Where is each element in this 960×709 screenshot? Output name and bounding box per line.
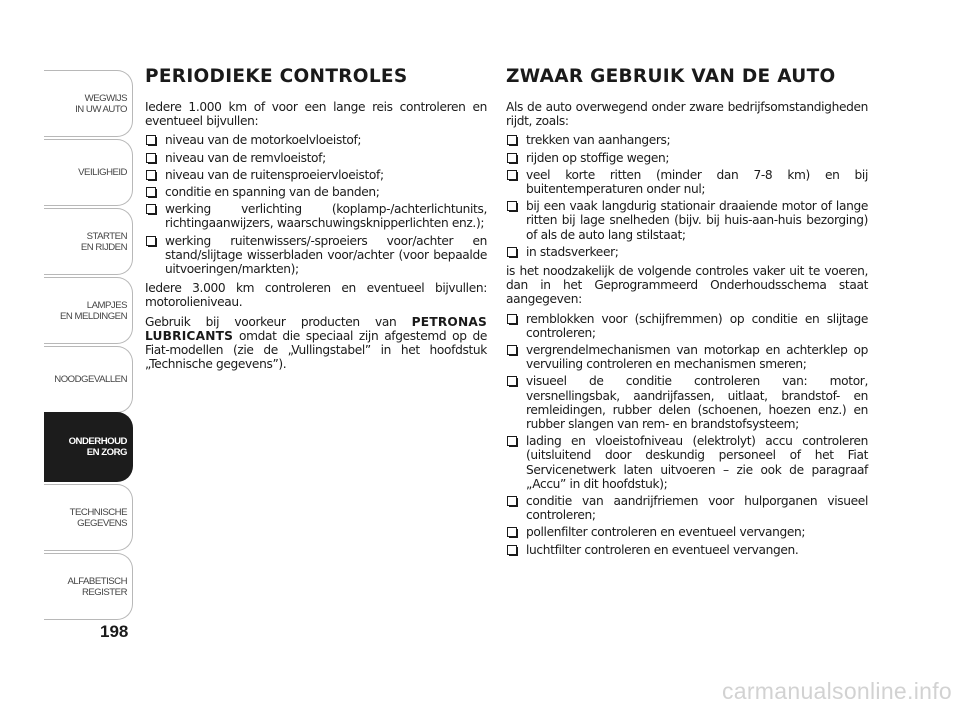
tab-noodgevallen[interactable]: [44, 346, 133, 413]
list-item: conditie van aandrijfriemen voor hulporganen visueel controleren;: [506, 494, 868, 522]
checkbox-bullet-icon: [507, 170, 517, 180]
list-item: pollenfilter controleren en eventueel vervangen;: [506, 525, 868, 539]
right-para-controls: is het noodzakelijk de volgende controles vaker uit te voeren, dan in het Geprogrammeerd Onderhoudsschema staat aangegeven:: [506, 264, 868, 307]
left-intro: Iedere 1.000 km of voor een lange reis controleren en eventueel bijvullen:: [145, 100, 487, 129]
tab-label: WEGWIJS IN UW AUTO: [75, 92, 127, 115]
tab-label: NOODGEVALLEN: [54, 374, 127, 385]
watermark: carmanualsonline.info: [721, 678, 952, 704]
checkbox-bullet-icon: [507, 527, 517, 537]
right-conditions-list: [506, 133, 868, 259]
left-checklist: [145, 133, 487, 276]
tab-alfabetisch[interactable]: [44, 553, 133, 620]
checkbox-bullet-icon: [146, 187, 156, 197]
left-para-3000km: Iedere 3.000 km controleren en eventueel bijvullen: motorolieniveau.: [145, 281, 487, 310]
left-column: [145, 66, 487, 376]
checkbox-bullet-icon: [146, 236, 156, 246]
tab-starten[interactable]: [44, 208, 133, 275]
tab-lampjes[interactable]: [44, 277, 133, 344]
tab-label: ALFABETISCH REGISTER: [67, 575, 127, 598]
list-item: lading en vloeistofniveau (elektrolyt) accu controleren (uitsluitend door deskundig personeel of het Fiat Servicenetwerk laten uitvoeren – zie ook de paragraaf „Accu” in dit hoofdstuk);: [506, 434, 868, 491]
checkbox-bullet-icon: [507, 153, 517, 163]
tab-wegwijs[interactable]: [44, 70, 133, 137]
checkbox-bullet-icon: [146, 204, 156, 214]
checkbox-bullet-icon: [146, 170, 156, 180]
checkbox-bullet-icon: [507, 201, 517, 211]
right-intro: Als de auto overwegend onder zware bedrijfsomstandigheden rijdt, zoals:: [506, 100, 868, 129]
list-item: luchtfilter controleren en eventueel vervangen.: [506, 543, 868, 557]
list-item: veel korte ritten (minder dan 7-8 km) en bij buitentemperaturen onder nul;: [506, 168, 868, 196]
right-controls-list: [506, 312, 868, 557]
page-number: 198: [100, 622, 129, 641]
list-item: werking ruitenwissers/-sproeiers voor/achter en stand/slijtage wisserbladen voor/achter (voor bepaalde uitvoeringen/markten);: [145, 234, 487, 277]
checkbox-bullet-icon: [507, 247, 517, 257]
checkbox-bullet-icon: [507, 135, 517, 145]
list-item: niveau van de remvloeistof;: [145, 151, 487, 165]
checkbox-bullet-icon: [146, 135, 156, 145]
list-item: trekken van aanhangers;: [506, 133, 868, 147]
checkbox-bullet-icon: [507, 436, 517, 446]
section-title-zwaar-gebruik: ZWAAR GEBRUIK VAN DE AUTO: [506, 66, 836, 87]
brand-name: PETRONAS LUBRICANTS: [145, 314, 487, 343]
list-item: remblokken voor (schijfremmen) op conditie en slijtage controleren;: [506, 312, 868, 340]
checkbox-bullet-icon: [146, 153, 156, 163]
list-item: bij een vaak langdurig stationair draaiende motor of lange ritten bij lage snelheden (bijv. bij huis-aan-huis bezorging) of als de auto lang stilstaat;: [506, 199, 868, 242]
checkbox-bullet-icon: [507, 314, 517, 324]
tab-label: ONDERHOUD EN ZORG: [68, 436, 127, 458]
list-item: vergrendelmechanismen van motorkap en achterklep op vervuiling controleren en mechanismen smeren;: [506, 343, 868, 371]
section-title-periodieke: PERIODIEKE CONTROLES: [145, 66, 408, 87]
left-para-petronas: Gebruik bij voorkeur producten van PETRONAS LUBRICANTS omdat die speciaal zijn afgestemd op de Fiat-modellen (zie de „Vullingstabel” in het hoofdstuk „Technische gegevens”).: [145, 314, 487, 372]
tab-veiligheid[interactable]: [44, 139, 133, 206]
tab-onderhoud-active[interactable]: [44, 412, 133, 482]
list-item: in stadsverkeer;: [506, 245, 868, 259]
tab-label: STARTEN EN RIJDEN: [80, 230, 127, 253]
right-column: [506, 66, 868, 562]
list-item: niveau van de motorkoelvloeistof;: [145, 133, 487, 147]
checkbox-bullet-icon: [507, 496, 517, 506]
list-item: werking verlichting (koplamp-/achterlichtunits, richtingaanwijzers, waarschuwingsknipperlichten enz.);: [145, 202, 487, 230]
tab-label: TECHNISCHE GEGEVENS: [69, 506, 127, 529]
list-item: visueel de conditie controleren van: motor, versnellingsbak, aandrijfassen, uitlaat, brandstof- en remleidingen, rubber delen (schoenen, hoezen enz.) en rubber slangen van rem- en brandstofsysteem;: [506, 374, 868, 431]
list-item: niveau van de ruitensproeiervloeistof;: [145, 168, 487, 182]
list-item: conditie en spanning van de banden;: [145, 185, 487, 199]
list-item: rijden op stoffige wegen;: [506, 151, 868, 165]
checkbox-bullet-icon: [507, 345, 517, 355]
tab-label: VEILIGHEID: [78, 167, 127, 178]
checkbox-bullet-icon: [507, 376, 517, 386]
tab-technische[interactable]: [44, 484, 133, 551]
checkbox-bullet-icon: [507, 545, 517, 555]
tab-label: LAMPJES EN MELDINGEN: [59, 299, 127, 322]
